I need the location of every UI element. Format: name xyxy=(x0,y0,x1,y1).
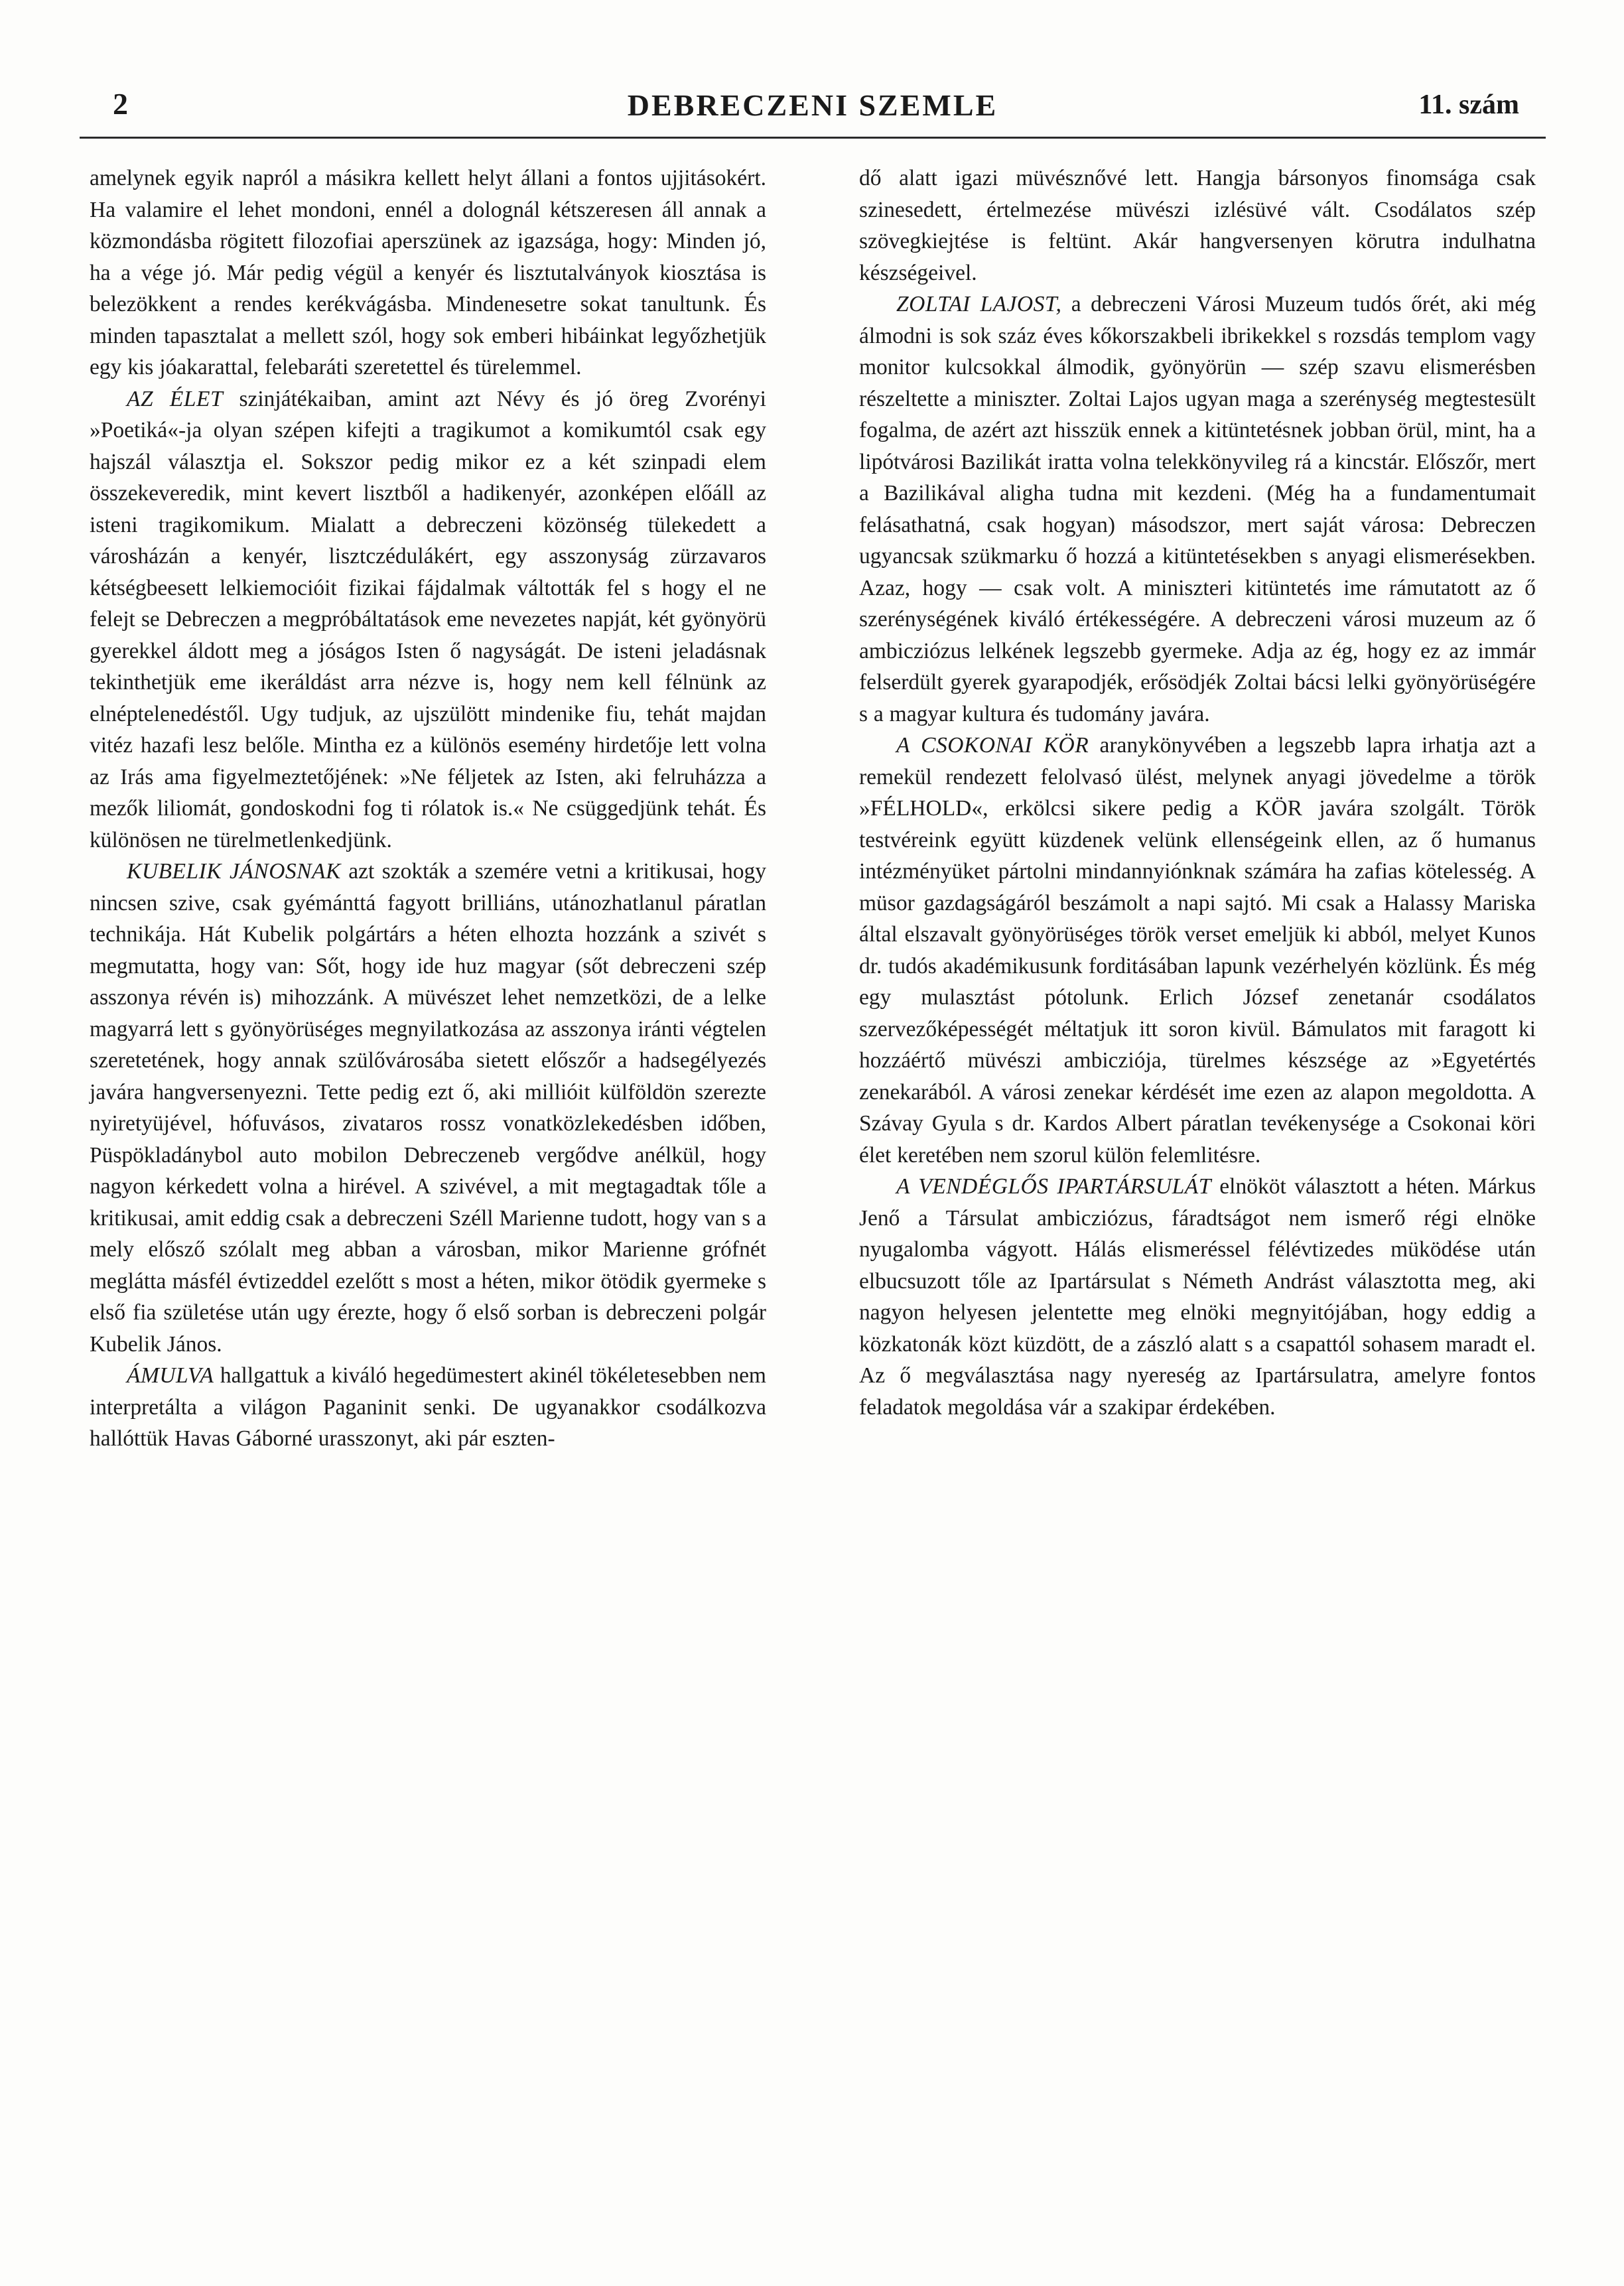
article-body xyxy=(90,163,1536,2206)
paragraph-text: a debreczeni Városi Muzeum tudós őrét, aki még álmodni is sok száz éves kőkorszakbeli ibrikekkel s rozsdás templom vagy monitor kulcsokkal álmodik, gyönyörün — szép szavu elismerésben részeltette a miniszter. Zoltai Lajos ugyan maga a szerénység megtestesült fogalma, de azért azt hisszük ennek a kitüntetésnek jobban örül, mint, ha a lipótvárosi Bazilikát iratta volna telekkönyvileg rá a kincstár. Előszőr, mert a Bazilikával aligha tudna mit kezdeni. (Még ha a fundamentumait felásathatná, csak hogyan) másodszor, mert saját városa: Debreczen ugyancsak szükmarku ő hozzá a kitüntetésekben s anyagi elismerésekben. Azaz, hogy — csak volt. A miniszteri kitüntetés ime rámutatott az ő szerénységének kiváló értékességére. A debreczeni városi muzeum az ő ambicziózus lelkének legszebb gyermeke. Adja az ég, hogy ez az immár felserdült gyerek gyarapodjék, erősödjék Zoltai bácsi lelki gyönyörüségére s a magyar kultura és tudomány javára. xyxy=(859,292,1536,726)
paragraph-lead: ZOLTAI LAJOST, xyxy=(896,292,1062,316)
paragraph-text: dő alatt igazi müvésznővé lett. Hangja bársonyos finomsága csak szinesedett, értelmezése müvészi izlésüvé vált. Csodálatos szép szövegkiejtése is feltünt. Akár hangversenyen körutra indulhatna készségeivel. xyxy=(859,166,1536,285)
paragraph-text: elnököt választott a héten. Márkus Jenő a Társulat ambicziózus, fáradtságot nem ismerő régi elnöke nyugalomba vágyott. Hálás elismeréssel félévtizedes müködése után elbucsuzott tőle az Ipartársulat s Németh Andrást választotta meg, aki nagyon helyesen jelentette meg elnöki megnyitójában, hogy eddig a közkatonák közt küzdött, de a zászló alatt s a csapattól sohasem maradt el. Az ő megválasztása nagy nyereség az Ipartársulatra, amelyre fontos feladatok megoldása vár a szakipar érdekében. xyxy=(859,1174,1536,1420)
paragraph xyxy=(90,1360,766,1455)
publication-title: DEBRECZENI SZEMLE xyxy=(627,88,998,122)
paragraph xyxy=(90,163,766,383)
paragraph-lead: KUBELIK JÁNOSNAK xyxy=(127,859,341,884)
running-head xyxy=(80,80,1546,139)
issue-number: 11. szám xyxy=(1418,90,1519,120)
paragraph xyxy=(859,730,1536,1171)
paragraph-text: amelynek egyik napról a másikra kellett helyt állani a fontos ujjitásokért. Ha valamire el lehet mondoni, ennél a dolognál kétszeresen áll annak a közmondásba rögitett filozofiai aperszünek az igazsága, hogy: Minden jó, ha a vége jó. Már pedig végül a kenyér és lisztutalványok kiosztása is belezökkent a rendes kerékvágásba. Mindenesetre sokat tanultunk. És minden tapasztalat a mellett szól, hogy sok emberi hibáinkat legyőzhetjük egy kis jóakarattal, felebaráti szeretettel és türelemmel. xyxy=(90,166,766,379)
header-rule xyxy=(80,137,1546,139)
paragraph xyxy=(859,163,1536,289)
paragraph-text: szinjátékaiban, amint azt Névy és jó öreg Zvorényi »Poetiká«-ja olyan szépen kifejti a tragikumot a komikumtól csak egy hajszál választja el. Sokszor pedig mikor ez a két szinpadi elem összekeveredik, mint kevert lisztből a hadikenyér, azonképen előáll az isteni tragikomikum. Mialatt a debreczeni közönség tülekedett a városházán a kenyér, lisztczédulákért, egy asszonyság zürzavaros kétségbeesett lelkiemocióit fizikai fájdalmak váltották fel s hogy el ne felejt se Debreczen a megpróbáltatások eme nevezetes napját, két gyönyörü gyerekkel áldott meg a jóságos Isten ő nagyságát. De isteni jeladásnak tekinthetjük eme ikeráldást arra nézve is, hogy nem kell félnünk az elnéptelenedéstől. Ugy tudjuk, az ujszülött mindenike fiu, tehát majdan vitéz hazafi lesz belőle. Mintha ez a különös esemény hirdetője lett volna az Irás ama figyelmeztetőjének: »Ne féljetek az Isten, aki felruházza a mezők liliomát, gondoskodni fog ti rólatok is.« Ne csüggedjünk tehát. És különösen ne türelmetlenkedjünk. xyxy=(90,386,766,852)
paragraph xyxy=(90,856,766,1360)
paragraph-text: hallgattuk a kiváló hegedümestert akinél tökéletesebben nem interpretálta a világon Paganinit senki. De ugyanakkor csodálkozva hallóttük Havas Gáborné urasszonyt, aki pár eszten- xyxy=(90,1363,766,1451)
paragraph-lead: A VENDÉGLŐS IPARTÁRSULÁT xyxy=(896,1174,1211,1199)
paragraph-lead: ÁMULVA xyxy=(127,1363,214,1388)
page-number: 2 xyxy=(113,87,129,121)
paragraph-lead: AZ ÉLET xyxy=(127,386,224,411)
column-right xyxy=(859,163,1536,2206)
paragraph-lead: A CSOKONAI KÖR xyxy=(896,733,1089,758)
paragraph xyxy=(859,1171,1536,1423)
paragraph-text: azt szokták a szemére vetni a kritikusai, hogy nincsen szive, csak gyémánttá fagyott brilliáns, utánozhatlanul páratlan technikája. Hát Kubelik polgártárs a héten elhozta hozzánk a szivét s megmutatta, hogy van: Sőt, hogy ide huz magyar (sőt debreczeni szép asszonya révén is) mihozzánk. A müvészet lehet nemzetközi, de a lelke magyarrá lett s gyönyörüséges megnyilatkozása az asszonya iránti végtelen szeretetének, hogy annak szülővárosába sietett előszőr a hadsegélyezés javára hangversenyezni. Tette pedig ezt ő, aki millióit külföldön szerezte nyiretyüjével, hófuvásos, zivataros rossz vonatközlekedésben időben, Püspökladánybol auto mobilon Debreczeneb vergődve anélkül, hogy nagyon kérkedett volna a hirével. A szivével, a mit megtagadtak tőle a kritikusai, amit eddig csak a debreczeni Széll Marienne tudott, hogy van s a mely elősző szólalt meg abban a városban, mikor Marienne grófnét meglátta másfél évtizeddel ezelőtt s most a héten, mikor ötödik gyermeke s első fia születése után ugy érezte, hogy ő első sorban is debreczeni polgár Kubelik János. xyxy=(90,859,766,1357)
paragraph-text: aranykönyvében a legszebb lapra irhatja azt a remekül rendezett felolvasó ülést, melynek anyagi jövedelme a török »FÉLHOLD«, erkölcsi sikere pedig a KÖR javára szolgált. Török testvéreink együtt küzdenek velünk ellenségeink ellen, az ő humanus intézményüket pártolni mindannyiónknak számára ha zafias kötelesség. A müsor gazdagságáról beszámolt a napi sajtó. Mi csak a Halassy Mariska által elszavalt gyönyörüséges török verset emeljük ki abból, melyet Kunos dr. tudós akadémikusunk forditásában lapunk vezérhelyén közlünk. És még egy mulasztást pótolunk. Erlich József zenetanár csodálatos szervezőképességét méltatjuk itt soron kivül. Bámulatos mit faragott ki hozzáértő müvészi ambicziója, türelmes készsége az »Egyetértés zenekarából. A városi zenekar kérdését ime ezen az alapon megoldotta. A Szávay Gyula s dr. Kardos Albert páratlan tevékenysége a Csokonai köri élet keretében nem szorul külön felemlitésre. xyxy=(859,733,1536,1168)
column-left xyxy=(90,163,766,2206)
paragraph xyxy=(90,383,766,856)
paragraph xyxy=(859,289,1536,730)
